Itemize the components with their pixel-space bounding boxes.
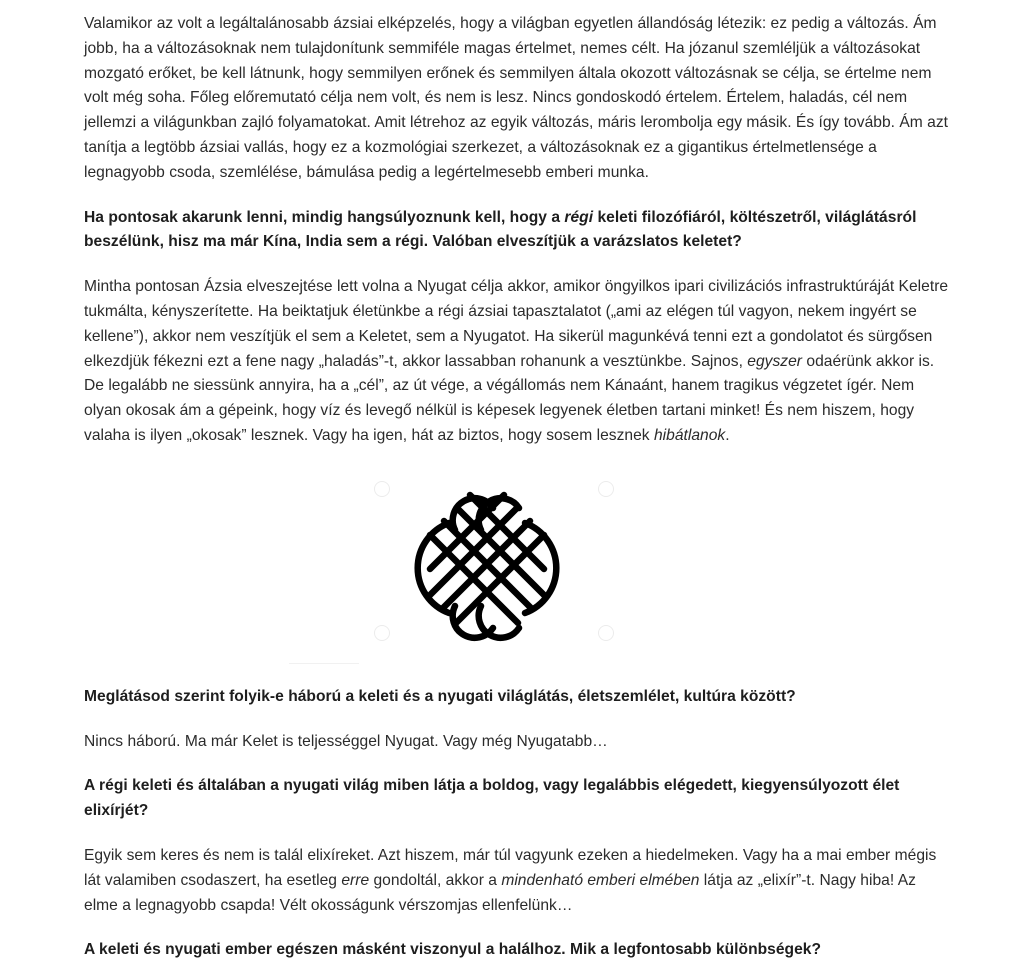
text-run: A régi keleti és általában a nyugati világ miben látja a boldog, vagy legalábbis elégedett, kiegyensúlyozott élet elixírjét? bbox=[84, 777, 900, 820]
text-run: Nincs háború. Ma már Kelet is teljességgel Nyugat. Vagy még Nyugatabb… bbox=[84, 732, 608, 750]
emphasis-text: mindenható emberi elmében bbox=[501, 871, 700, 889]
article-body bbox=[84, 12, 954, 963]
text-run: gondoltál, akkor a bbox=[369, 871, 502, 889]
endless-knot-icon bbox=[84, 477, 954, 667]
text-run: keleti filozófiáról, költészetről, világlátásról beszélünk, hisz ma már Kína, India sem a régi. Valóban elveszítjük a varázslatos keletet? bbox=[84, 208, 917, 251]
text-run: Meglátásod szerint folyik-e háború a keleti és a nyugati világlátás, életszemlélet, kultúra között? bbox=[84, 687, 796, 705]
paragraph-elixir bbox=[84, 844, 954, 918]
text-run: A keleti és nyugati ember egészen másként viszonyul a halálhoz. Mik a legfontosabb különbségek? bbox=[84, 941, 822, 959]
figure-divider bbox=[289, 663, 359, 664]
emphasis-text: egyszer bbox=[747, 352, 803, 370]
text-run: odaérünk akkor is. De legalább ne siessünk annyira, ha a „cél”, az út vége, a végállomás nem Kánaánt, hanem tragikus végzetet ígér. Nem olyan okosak ám a gépeink, hogy víz és levegő nélkül is képesek legyenek életben tartani minket! És nem hiszem, hogy valaha is ilyen „okosak” lesznek. Vagy ha igen, hát az biztos, hogy sosem lesznek bbox=[84, 352, 935, 444]
text-run: . bbox=[725, 426, 730, 444]
emphasis-text: hibátlanok bbox=[653, 426, 726, 444]
question-lost-east bbox=[84, 206, 954, 256]
emphasis-text: régi bbox=[564, 208, 594, 226]
text-run: Ha pontosak akarunk lenni, mindig hangsúlyoznunk kell, hogy a bbox=[84, 208, 565, 226]
emphasis-text: erre bbox=[341, 871, 370, 889]
question-war bbox=[84, 685, 954, 710]
watermark-mark bbox=[598, 481, 614, 497]
text-run: látja az „elixír”-t. Nagy hiba! Az elme a legnagyobb csapda! Vélt okosságunk vérszomjas ellenfelünk… bbox=[84, 871, 916, 914]
knot-strokes bbox=[418, 495, 557, 638]
text-run: Mintha pontosan Ázsia elveszejtése lett volna a Nyugat célja akkor, amikor öngyilkos ipari civilizációs infrastruktúráját Keletre tukmálta, kényszerítette. Ha beiktatjuk életünkbe a régi ázsiai tapasztalatot („ami az elégen túl vagyon, nekem ingyért se kellene”), akkor nem veszítjük el sem a Keletet, sem a Nyugatot. Ha sikerül magunkévá tenni ezt a gondolatot és sürgősen elkezdjük fékezni ezt a fene nagy „haladás”-t, akkor lassabban rohanunk a vesztünkbe. Sajnos, bbox=[84, 278, 949, 370]
paragraph-asia-west bbox=[84, 275, 954, 449]
question-elixir bbox=[84, 774, 954, 824]
watermark-mark bbox=[374, 625, 390, 641]
paragraph-changes bbox=[84, 12, 954, 186]
question-death bbox=[84, 938, 954, 963]
text-run: Egyik sem keres és nem is talál elixíreket. Azt hiszem, már túl vagyunk ezeken a hiedelmeken. Vagy ha a mai ember mégis lát valamiben csodaszert, ha esetleg bbox=[84, 846, 937, 889]
text-run: Valamikor az volt a legáltalánosabb ázsiai elképzelés, hogy a világban egyetlen állandóság létezik: ez pedig a változás. Ám jobb, ha a változásoknak nem tulajdonítunk semmiféle magas értelmet, nemes célt. Ha józanul szemléljük a változásokat mozgató erőket, be kell látnunk, hogy semmilyen erőnek és semmilyen általa okozott változásnak se célja, se értelme nem volt még soha. Főleg előremutató célja nem volt, és nem is lesz. Nincs gondoskodó értelem. Értelem, haladás, cél nem jellemzi a világunkban zajló folyamatokat. Amit létrehoz az egyik változás, máris lerombolja egy másik. És így tovább. Ám azt tanítja a legtöbb ázsiai vallás, hogy ez a kozmológiai szerkezet, a változásoknak ez a gigantikus értelmetlensége a legnagyobb csoda, szemlélése, bámulása pedig a legértelmesebb emberi munka. bbox=[84, 15, 948, 181]
watermark-mark bbox=[374, 481, 390, 497]
watermark-mark bbox=[598, 625, 614, 641]
paragraph-no-war bbox=[84, 730, 954, 755]
endless-knot-figure bbox=[84, 477, 954, 667]
